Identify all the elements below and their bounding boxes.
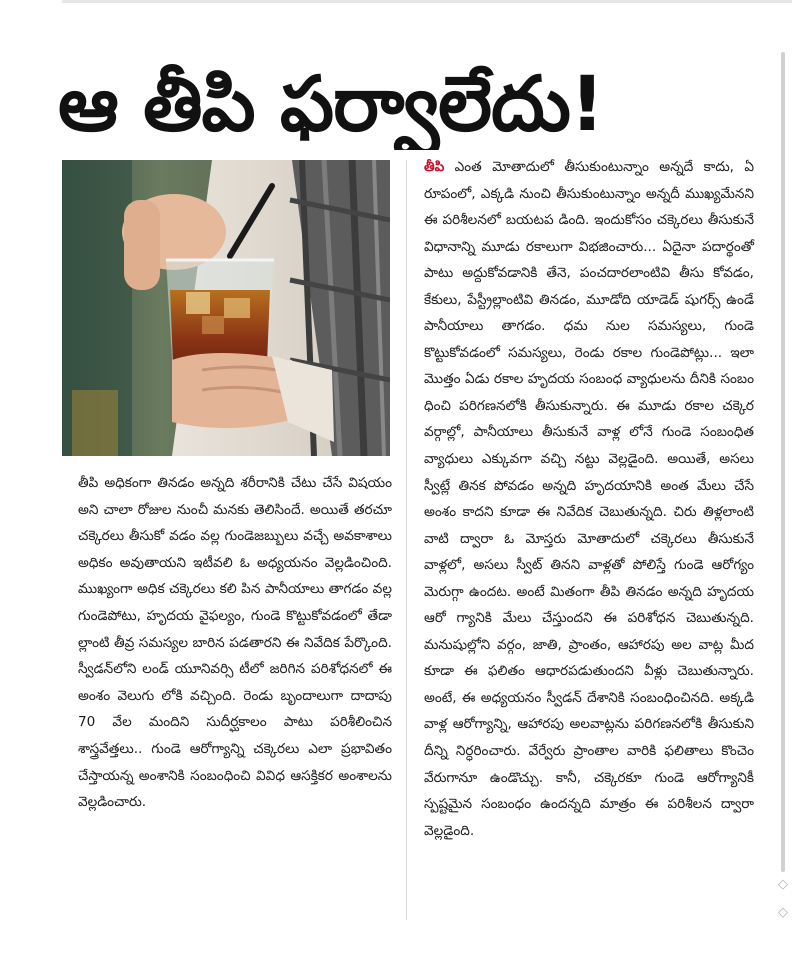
- column-divider: [406, 160, 407, 920]
- prev-page-diamond-icon[interactable]: ◇: [778, 877, 788, 892]
- left-column-text: తీపి అధికంగా తినడం అన్నది శరీరానికి చేటు చేసే విషయం అని చాలా రోజుల నుంచీ మనకు తెలిసిందే. అయితే తరచూ చక్కెరలు తీసుకో వడం వల్ల గుండెజబ్బులు వచ్చే అవకాశాలు అధికం అవుతాయని ఇటీవలి ఓ అధ్యయనం వెల్లడించింది. ముఖ్యంగా అధిక చక్కెరలు కలి పిన పానీయాలు తాగడం వల్ల గుండెపోటు, హృదయ వైఫల్యం, గుండె కొట్టుకోవడంలో తేడా ల్లాంటి తీవ్ర సమస్యల బారిన పడతారని ఈ నివేదిక పేర్కొంది. స్వీడన్‌లోని లండ్‌ యూనివర్సి టీలో జరిగిన పరిశోధనలో ఈ అంశం వెలుగు లోకి వచ్చింది. రెండు బృందాలుగా దాదాపు 70 వేల మందిని సుదీర్ఘకాలం పాటు పరిశీలించిన శాస్త్రవేత్తలు.. గుండె ఆరోగ్యాన్ని చక్కెరలు ఎలా ప్రభావితం చేస్తాయన్న అంశానికి సంబంధించి వివిధ ఆసక్తికర అంశాలను వెల్లడించారు.: [78, 475, 392, 811]
- top-rule: [62, 0, 792, 3]
- scrollbar[interactable]: [781, 52, 785, 872]
- next-page-diamond-icon[interactable]: ◇: [778, 905, 788, 920]
- right-column-text: ఎంత మోతాదులో తీసుకుంటున్నాం అన్నదే కాదు, ఏ రూపంలో, ఎక్కడి నుంచి తీసుకుంటున్నాం అన్నదీ ముఖ్యమేనని ఈ పరిశీలనలో బయటప డింది. ఇందుకోసం చక్కెరలు తీసుకునే విధానాన్ని మూడు రకాలుగా విభజించారు... ఏదైనా పదార్థంతో పాటు అద్దుకోవడానికి తేనె, పంచదారలాంటివి తీసు కోవడం, కేకులు, పేస్ట్రీల్లాంటివి తినడం, మూడోది యాడెడ్‌ షుగర్స్‌ ఉండే పానీయాలు తాగడం. ధమ నుల సమస్యలు, గుండె కొట్టుకోవడంలో సమస్యలు, రెండు రకాల గుండెపోట్లు... ఇలా మొత్తం ఏడు రకాల హృదయ సంబంధ వ్యాధులను దీనికి సంబం ధించి పరిగణనలోకి తీసుకున్నారు. ఈ మూడు రకాల చక్కెర వర్గాల్లో, పానీయాలు తీసుకునే వాళ్ల లోనే గుండె సంబంధిత వ్యాధులు ఎక్కువగా వచ్చి నట్టు వెల్లడైంది. అయితే, అసలు స్వీట్లే తినక పోవడం అన్నది హృదయానికి అంత మేలు చేసే అంశం కాదని కూడా ఈ నివేదిక చెబుతున్నది. చిరు తిళ్లలాంటి వాటి ద్వారా ఓ మోస్తరు మోతాదులో చక్కెరలు తీసుకునే వాళ్లలో, అసలు స్వీట్‌ తినని వాళ్లతో పోలిస్తే గుండె ఆరోగ్యం మెరుగ్గా ఉందట. అంటే మితంగా తీపి తినడం అన్నది హృదయ ఆరో గ్యానికి మేలు చేస్తుందని ఈ పరిశోధన చెబుతున్నది. మనుషుల్లోని వర్గం, జాతి, ప్రాంతం, ఆహారపు అల వాట్ల మీద కూడా ఈ ఫలితం ఆధారపడుతుందని వీళ్లు చెబుతున్నారు. అంటే, ఈ అధ్యయనం స్వీడన్‌ దేశానికి సంబంధించినది. అక్కడి వాళ్ల ఆరోగ్యాన్ని, ఆహారపు అలవాట్లను పరిగణనలోకి తీసుకుని దీన్ని నిర్ధరించారు. వేర్వేరు ప్రాంతాల వారికి ఫలితాలు కొంచెం వేరుగానూ ఉండొచ్చు. కానీ, చక్కెరకూ గుండె ఆరోగ్యానికీ స్పష్టమైన సంబంధం ఉందన్నది మాత్రం ఈ పరిశీలన ద్వారా వెల్లడైంది.: [424, 159, 754, 839]
- right-column: [424, 154, 754, 844]
- article-photo: [62, 160, 390, 456]
- lead-word: తీపి: [424, 159, 445, 175]
- headline: ఆ తీపి ఫర్వాలేదు!: [58, 59, 604, 148]
- left-column: [78, 470, 392, 816]
- drink-photo-illustration: [62, 160, 390, 456]
